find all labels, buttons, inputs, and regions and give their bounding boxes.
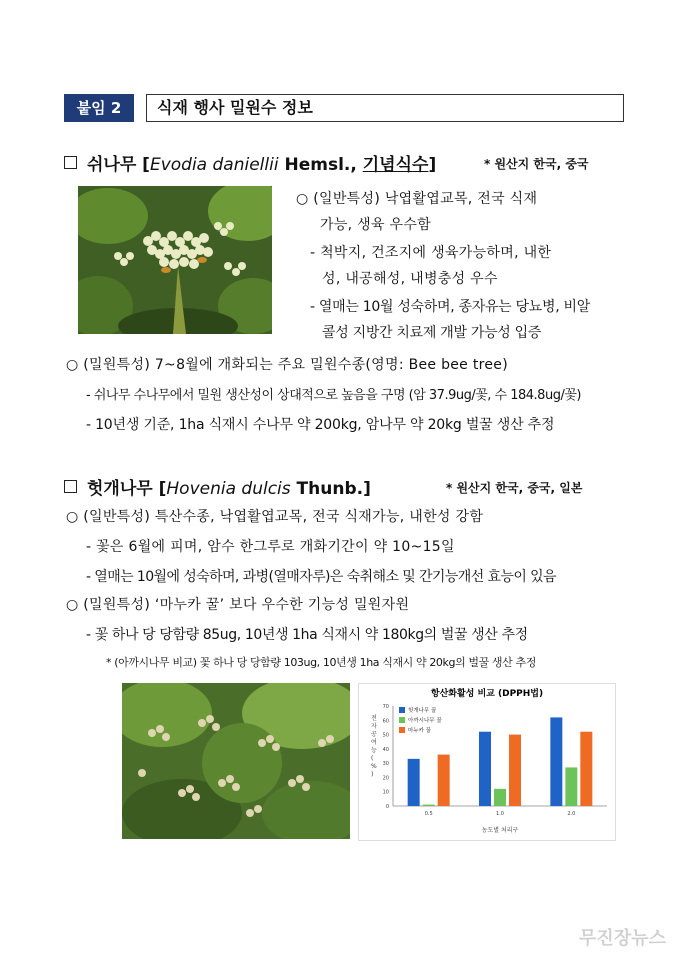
watermark-logo: 무진장뉴스 [579,928,666,949]
evodia-general-line2: 가능, 생육 우수함 [320,217,432,233]
bar-헛개나무 꿀 [479,732,491,806]
legend-swatch [399,717,405,723]
evodia-general-line1: ○ (일반특성) 낙엽활엽교목, 전국 식재 [296,191,538,207]
antioxidant-chart [358,683,616,841]
hovenia-note: * (아까시나무 비교) 꽃 하나 당 당함량 103ug, 10년생 1ha 식재시 약 20kg의 벌꿀 생산 추정 [106,656,536,669]
chart-title: 항산화활성 비교 (DPPH법) [430,689,544,699]
species-name: 헛개나무 [ [87,479,167,499]
hovenia-bullet3: - 꽃 하나 당 당함량 85ug, 10년생 1ha 식재시 약 180kg의 벌꿀 생산 추정 [86,627,528,643]
y-tick-label: 70 [382,704,389,710]
y-tick-label: 30 [382,761,389,768]
evodia-bullet2-line2: 콜성 지방간 치료제 개발 가능성 입증 [322,325,542,341]
x-tick-label: 0.5 [424,811,433,817]
author-name: Hemsl., [278,155,363,175]
legend-label: 헛개나무 꿀 [408,708,437,714]
x-tick-label: 2.0 [567,811,576,817]
legend-swatch [399,707,405,713]
evodia-bullet2-line1: - 열매는 10월 성숙하며, 종자유는 당뇨병, 비알 [310,299,590,315]
evodia-honey-bullet1: - 쉬나무 수나무에서 밀원 생산성이 상대적으로 높음을 구명 (암 37.9ug/꽃, 수 184.8ug/꽃) [86,388,581,403]
y-tick-label: 20 [382,775,389,782]
bar-아까시나무 꿀 [423,805,435,806]
y-axis-label: 전 자 공 여 능 ( % ) [371,715,377,778]
evodia-honey-line: ○ (밀원특성) 7~8월에 개화되는 주요 밀원수종(영명: Bee bee tree) [66,357,508,373]
species-name: 쉬나무 [ [87,155,150,175]
checkbox-square-icon [64,480,77,493]
y-tick-label: 40 [382,746,389,753]
attachment-badge: 붙임 2 [64,94,134,122]
latin-name: Evodia daniellii [149,155,279,175]
checkbox-square-icon [64,156,77,169]
y-tick-label: 50 [382,732,389,739]
x-axis-label: 농도별 처리구 [481,827,519,834]
evodia-honey-bullet2: - 10년생 기준, 1ha 식재시 수나무 약 200kg, 암나무 약 20kg 벌꿀 생산 추정 [86,417,555,433]
hovenia-general-line: ○ (일반특성) 특산수종, 낙엽활엽교목, 전국 식재가능, 내한성 강함 [66,509,484,525]
bar-헛개나무 꿀 [408,759,420,806]
bar-마누카 꿀 [580,732,592,806]
legend-label: 아까시나무 꿀 [408,718,442,724]
evodia-bullet1-line2: 성, 내공해성, 내병충성 우수 [322,271,498,287]
x-tick-label: 1.0 [496,811,504,817]
hovenia-honey-line: ○ (밀원특성) ‘마누카 꿀’ 보다 우수한 기능성 밀원자원 [66,597,410,613]
chart-bars [408,717,593,806]
author-name: Thunb.] [290,479,371,499]
evodia-photo [78,186,272,334]
hovenia-bullet2: - 열매는 10월에 성숙하며, 과병(열매자루)은 숙취해소 및 간기능개선 효능이 있음 [86,569,556,585]
legend-label: 마누카 꿀 [408,728,432,734]
bar-헛개나무 꿀 [550,717,562,806]
bar-아까시나무 꿀 [565,767,577,806]
origin-evodia: * 원산지 한국, 중국 [484,157,589,171]
legend-swatch [399,727,405,733]
bracket-close: ] [428,155,437,175]
chart-svg [359,684,615,840]
memorial-label: 기념식수 [362,155,429,175]
evodia-bullet1-line1: - 척박지, 건조지에 생육가능하며, 내한 [310,245,552,261]
page-title: 식재 행사 밀원수 정보 [146,94,624,122]
bar-아까시나무 꿀 [494,789,506,806]
y-tick-label: 60 [382,718,389,725]
bar-마누카 꿀 [509,735,521,806]
hovenia-bullet1: - 꽃은 6월에 피며, 암수 한그루로 개화기간이 약 10~15일 [86,539,455,555]
chart-legend [399,706,442,734]
section-heading-evodia [64,150,436,175]
hovenia-photo [122,683,350,839]
bar-마누카 꿀 [438,755,450,806]
section-heading-hovenia [64,474,371,499]
y-tick-label: 10 [382,789,389,796]
origin-hovenia: * 원산지 한국, 중국, 일본 [446,481,583,495]
latin-name: Hovenia dulcis [166,479,291,499]
y-tick-label: 0 [385,804,389,810]
